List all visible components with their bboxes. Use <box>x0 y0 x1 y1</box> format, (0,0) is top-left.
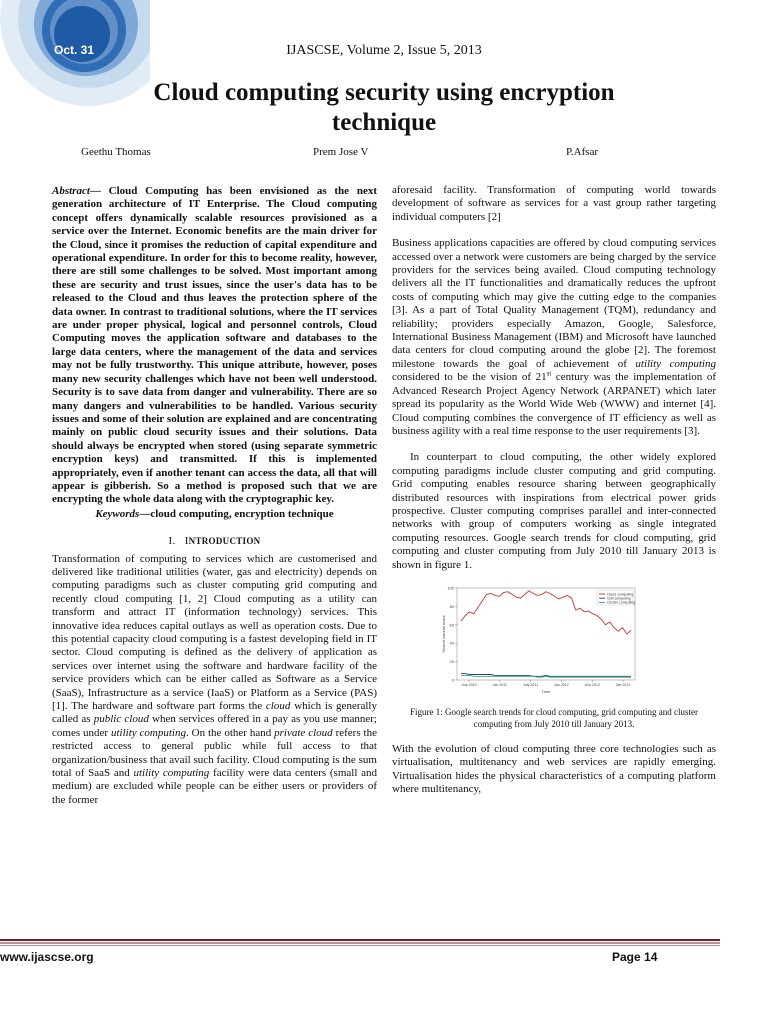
trend-chart-svg <box>437 580 647 698</box>
intro-text-6: facility were data centers (small and medium) are excluded while people can be either users or providers of the former <box>52 767 377 806</box>
y-tick-label: 100 <box>447 585 454 591</box>
journal-header: IJASCSE, Volume 2, Issue 5, 2013 <box>286 43 482 58</box>
legend-label: Cloud computing <box>607 592 634 597</box>
x-tick-label: July 2010 <box>461 682 477 687</box>
legend-label: Grid computing <box>607 596 631 601</box>
p2-em-utility-computing: utility computing <box>635 357 716 370</box>
p2-text-c: century was the implementation of Advanced Research Project Agency Network (ARPANET) which later spread its popularity as the World Wide Web (WWW) and internet [4]. Cloud computing combines the convergence of IT efficiency as well as business agility with a real time response to the user requirements [3]. <box>392 371 716 437</box>
right-paragraph-4: With the evolution of cloud computing three core technologies such as virtualisation, multitenancy and web services are rapidly emerging. Virtualisation hides the physical characteristics of a computing platform where multitenancy, <box>392 742 716 796</box>
right-paragraph-2 <box>392 237 716 438</box>
section-heading-introduction <box>52 535 377 548</box>
section-number: I. <box>168 535 176 548</box>
x-tick-label: Jan 2013 <box>615 682 631 687</box>
y-tick-label: 0 <box>451 677 454 683</box>
abstract-label: Abstract <box>52 185 90 197</box>
x-tick-label: July 2011 <box>523 682 539 687</box>
paper-title: Cloud computing security using encryption technique <box>153 79 615 136</box>
p2-text-a: Business applications capacities are offered by cloud computing services accessed over a network were customers are being charged by the service providers for the services being availed. Cloud computing technology delivers all the IT functionalities and dramatically reduces the upfront costs of computing which may give the cutting edge to the companies [3]. As a part of Total Quality Management (TQM), redundancy and reliability; providers especially Amazon, Google, Salesforce, International Business Management (IBM) and Microsoft have launched data centers for cloud computing around the globe [2]. The foremost milestone towards the goal of achievement of <box>392 237 716 370</box>
footer-page-number: Page 14 <box>612 950 658 964</box>
abstract-dash: — <box>89 185 101 197</box>
y-axis-label: Search volume index <box>441 615 446 653</box>
right-paragraph-3: In counterpart to cloud computing, the other widely explored computing paradigms include cluster computing and grid computing. Grid computing enables resource sharing between geographically distributed resources with inspirations from electrical power grids prospective. Cluster computing comprises parallel and inter-connected networks with group of computers working as single integrated computing resources. Google search trends for cloud computing, grid computing and cluster computing from July 2010 till January 2013 is shown in figure 1. <box>392 451 716 571</box>
figure-1-caption: Figure 1: Google search trends for cloud computing, grid computing and cluster computing from July 2010 till January 2013. <box>410 706 698 729</box>
x-tick-label: Jan 2012 <box>554 682 569 687</box>
intro-em-utility-computing: utility computing <box>110 726 186 739</box>
keywords <box>52 508 377 521</box>
intro-em-public-cloud: public cloud <box>93 713 149 726</box>
intro-text-1: Transformation of computing to services which are customerised and delivered like traditional utilities (water, gas and electricity) depends on computing paradigms such as cluster computing grid computing and recently cloud computing [1, 2] Cloud computing as a utility can transform and attract IT (information technology) services. This innovative idea reduces capital outlays as well as operation costs. Due to this potential capacity cloud computing is a fastest developing field in IT sector. Cloud computing is defined as the delivery of application as services over internet using the software and hardware facility of the service providers which can be either called as Software as a Service (SaaS), Infrastructure as a service (IaaS) or Platform as a Service (PAS) [1]. The hardware and software part forms the <box>52 552 377 713</box>
section-title-rest: NTRODUCTION <box>188 536 261 547</box>
intro-text-2: which is generally called as <box>52 700 377 726</box>
x-axis-label: Time <box>541 688 551 694</box>
y-tick-label: 40 <box>449 640 454 646</box>
abstract-text: Cloud Computing has been envisioned as the next generation architecture of IT Enterprise. The Cloud computing concept offers dynamically scalable resources provisioned as a service over the Internet. Economic benefits are the main driver for the Cloud, since it promises the reduction of capital expenditure and operational expenditure. In order for this to become reality, however, there are still some challenges to be solved. Most important among these are security and trust issues, since the user's data has to be released to the Cloud and thus leaves the protection sphere of the data owner. In contrast to traditional solutions, where the IT services are under proper physical, logical and personnel controls, Cloud Computing moves the application software and databases to the large data centers, where the management of the data and services may not be fully trustworthy. This unique attribute, however, poses many new security challenges which have not been well understood. Security is to save data from danger and vulnerability. There are so many dangers and vulnerabilities to be handled. Various security issues and some of their solution are explained and are concentrating mainly on public cloud security issues and their solutions. Data should always be encrypted when stored (using separate symmetric encryption keys) and transmitted. If this is implemented appropriately, even if another tenant can access the data, all that will appear is gibberish. So a method is proposed such that we are encrypting the whole data along with the cryptographic key. <box>52 185 377 506</box>
footer-rule <box>0 939 720 947</box>
figure-1-chart <box>437 580 647 698</box>
y-tick-label: 60 <box>449 622 454 628</box>
y-tick-label: 80 <box>449 603 454 609</box>
y-tick-label: 20 <box>449 659 454 665</box>
intro-em-private-cloud: private cloud <box>274 726 333 739</box>
right-column <box>392 184 716 797</box>
x-tick-label: July 2012 <box>584 682 600 687</box>
intro-text-3: when services offered in a pay as you use manner; comes under <box>52 713 377 739</box>
p2-text-b: considered to be the vision of 21 <box>392 371 547 384</box>
author-3: P.Afsar <box>566 146 599 158</box>
abstract <box>52 185 377 507</box>
p2-superscript: st <box>546 369 552 378</box>
intro-text-5: refers the restricted access to general public while full access to that organization/business that avail such facility. Cloud computing is the sum total of SaaS and <box>52 726 377 780</box>
section-initial: I <box>184 535 189 548</box>
x-tick-label: Jan 2011 <box>492 682 508 687</box>
footer-url: www.ijascse.org <box>0 950 94 964</box>
intro-em-utility-computing-2: utility computing <box>133 767 210 780</box>
left-column <box>52 185 377 807</box>
keywords-label: Keywords <box>95 507 140 520</box>
author-2: Prem Jose V <box>313 146 369 158</box>
intro-text-4: . On the other hand <box>185 726 275 739</box>
intro-paragraph <box>52 553 377 808</box>
author-1: Geethu Thomas <box>81 146 151 158</box>
intro-em-cloud: cloud <box>265 700 291 713</box>
legend-label: Cluster computing <box>607 600 636 605</box>
issue-date: Oct. 31 <box>54 43 95 57</box>
keywords-text: —cloud computing, encryption technique <box>139 507 334 520</box>
right-paragraph-1: aforesaid facility. Transformation of computing world towards development of software as services for a vast group rather targeting individual computers [2] <box>392 184 716 223</box>
